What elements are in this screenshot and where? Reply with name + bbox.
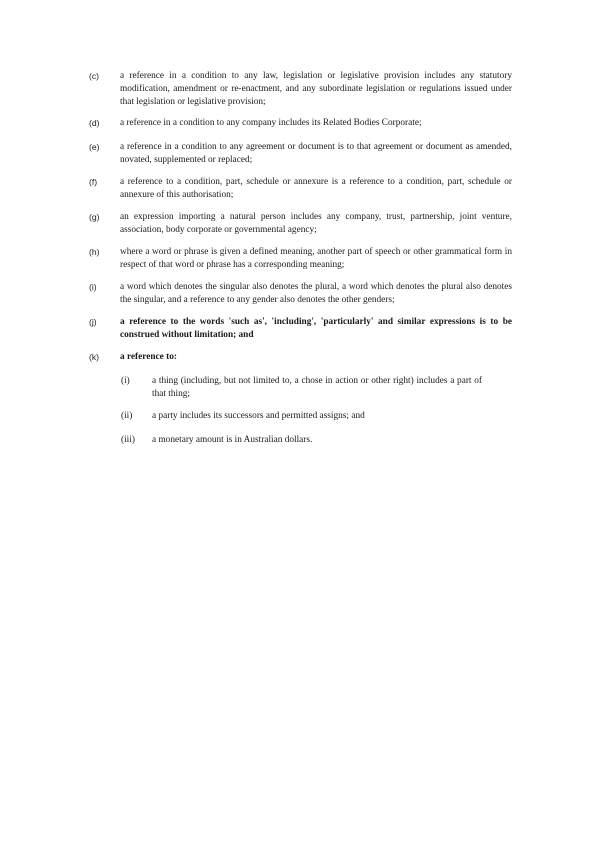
subclause-text: a party includes its successors and permitted assigns; and bbox=[152, 411, 365, 421]
clause-text: a reference in a condition to any agreement or document is to that agreement or document as amended, novated, supplemented or replaced; bbox=[120, 142, 512, 166]
clause-label: (e) bbox=[89, 142, 100, 152]
clause-text: where a word or phrase is given a defined meaning, another part of speech or other grammatical form in respect of that word or phrase has a corresponding meaning; bbox=[120, 247, 512, 271]
clause-label: (g) bbox=[89, 212, 100, 222]
clause-label: (i) bbox=[89, 282, 97, 292]
clause-text: a reference to the words 'such as', 'including', 'particularly' and similar expressions is to be construed without limitation; and bbox=[120, 317, 512, 341]
subclause-label: (ii) bbox=[121, 411, 133, 421]
clause-text: a reference in a condition to any law, legislation or legislative provision includes any statutory modification, amendment or re-enactment, and any subordinate legislation or regulations issued under that legislation or legislative provision; bbox=[120, 71, 512, 108]
clause-text: a reference in a condition to any company includes its Related Bodies Corporate; bbox=[120, 118, 422, 128]
subclause-text: a thing (including, but not limited to, a chose in action or other right) includes a part of that thing; bbox=[152, 376, 482, 400]
clause-text: a reference to: bbox=[120, 352, 177, 362]
clause-text: an expression importing a natural person includes any company, trust, partnership, joint venture, association, body corporate or governmental agency; bbox=[120, 212, 512, 236]
clause-label: (f) bbox=[89, 177, 98, 187]
clause-label: (h) bbox=[89, 247, 100, 257]
clause-label: (k) bbox=[89, 352, 100, 362]
subclause-label: (i) bbox=[121, 376, 130, 386]
clause-label: (j) bbox=[89, 317, 97, 327]
clause-text: a word which denotes the singular also denotes the plural, a word which denotes the plural also denotes the singular, and a reference to any gender also denotes the other genders; bbox=[120, 282, 512, 306]
clause-text: a reference to a condition, part, schedule or annexure is a reference to a condition, part, schedule or annexure of this authorisation; bbox=[120, 177, 512, 201]
clause-label: (c) bbox=[89, 71, 100, 81]
subclause-text: a monetary amount is in Australian dollars. bbox=[152, 435, 313, 445]
clause-label: (d) bbox=[89, 118, 100, 128]
subclause-label: (iii) bbox=[121, 435, 135, 445]
